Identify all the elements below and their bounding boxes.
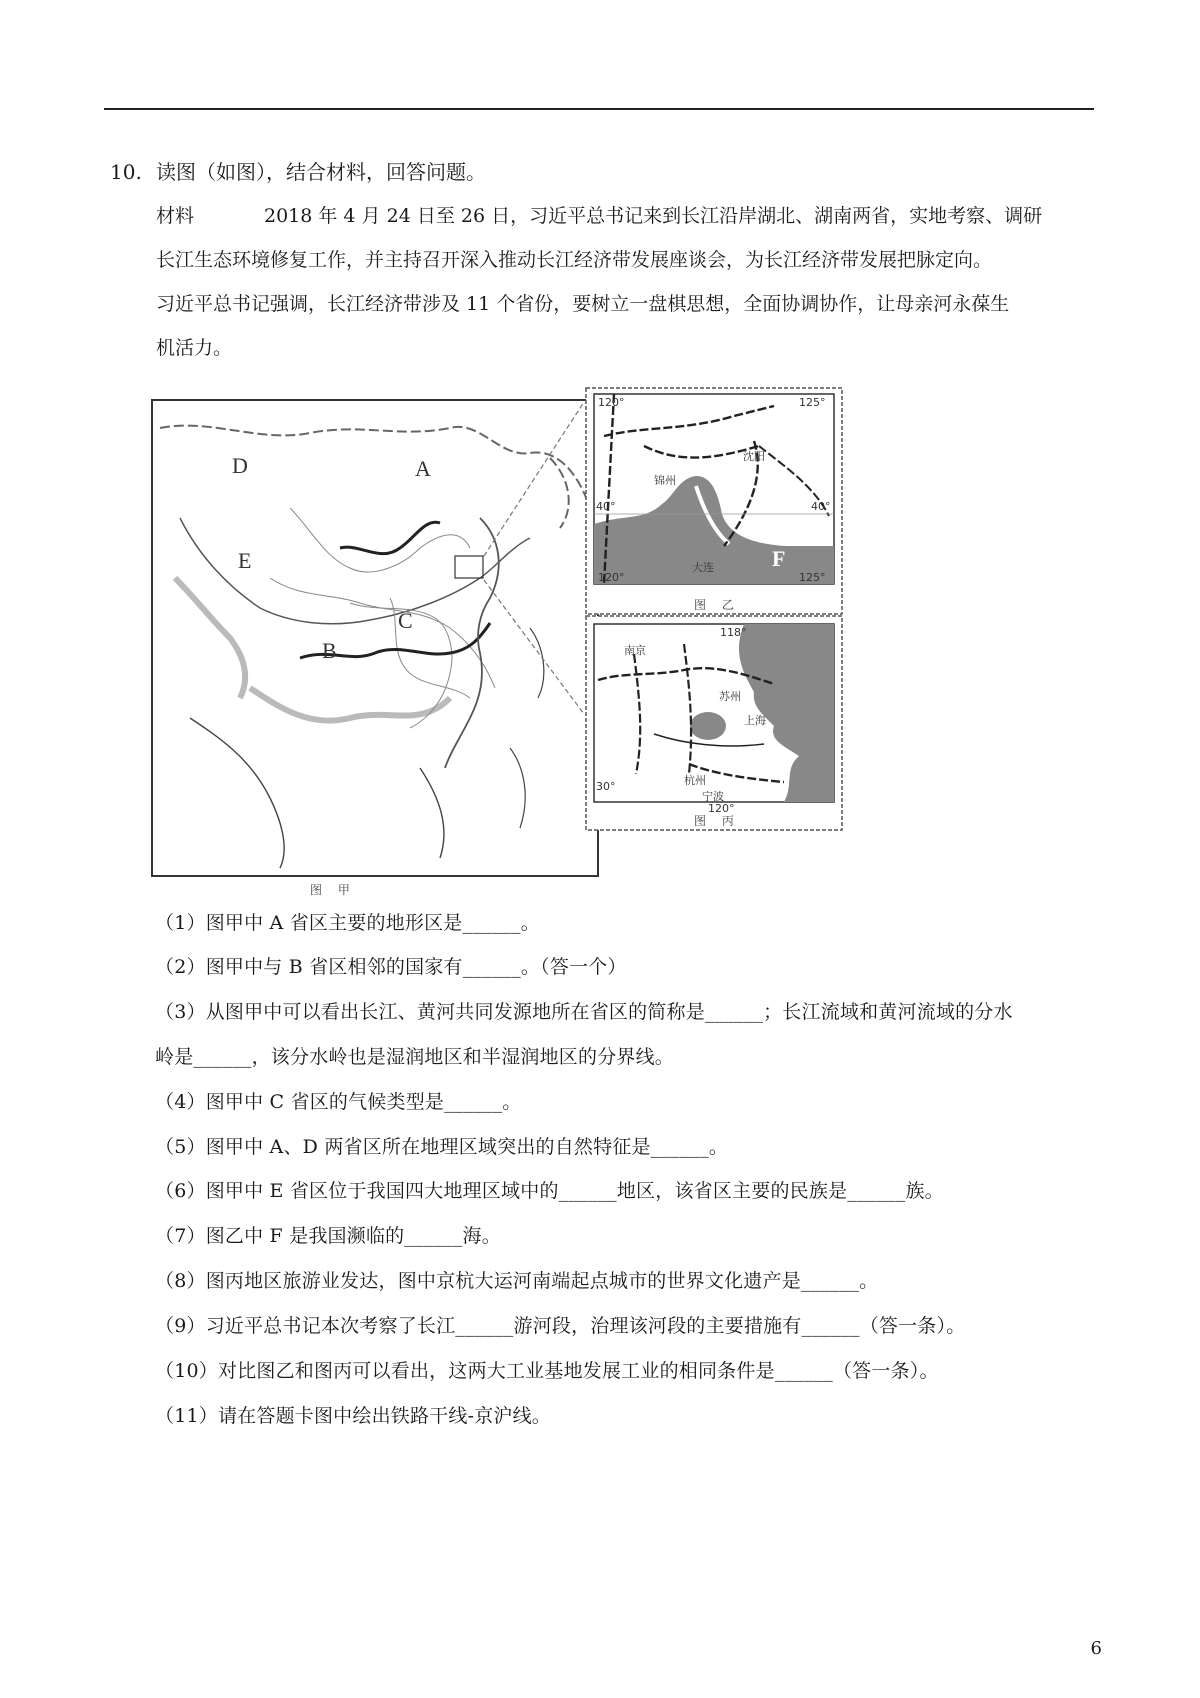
svg-text:120°: 120° xyxy=(598,571,625,584)
svg-text:40°: 40° xyxy=(811,500,831,513)
subquestion-3: （3）从图甲中可以看出长江、黄河共同发源地所在省区的简称是______；长江流域和黄河流域的分水 xyxy=(155,1001,1013,1023)
svg-text:沈阳: 沈阳 xyxy=(743,450,765,463)
subquestion-2: （2）图甲中与 B 省区相邻的国家有______。（答一个） xyxy=(155,956,627,978)
page-number: 6 xyxy=(1090,1638,1102,1659)
subquestion-3-cont: 岭是______，该分水岭也是湿润地区和半湿润地区的分界线。 xyxy=(155,1046,675,1068)
svg-text:宁波: 宁波 xyxy=(702,790,724,803)
map-jia-caption: 图 甲 xyxy=(310,883,356,897)
svg-text:118°: 118° xyxy=(720,626,747,639)
top-rule xyxy=(104,108,1094,110)
svg-text:杭州: 杭州 xyxy=(684,774,706,787)
question-prompt: 读图（如图），结合材料，回答问题。 xyxy=(156,160,486,184)
subquestion-7: （7）图乙中 F 是我国濒临的______海。 xyxy=(155,1225,501,1247)
svg-text:120°: 120° xyxy=(708,802,735,815)
map-jia-label-b: B xyxy=(322,638,337,663)
subquestion-5: （5）图甲中 A、D 两省区所在地理区域突出的自然特征是______。 xyxy=(155,1136,729,1158)
question-heading xyxy=(110,156,486,185)
question-number: 10. xyxy=(110,160,142,184)
svg-text:120°: 120° xyxy=(598,396,625,409)
svg-text:苏州: 苏州 xyxy=(719,690,741,703)
svg-text:锦州: 锦州 xyxy=(654,474,676,487)
svg-text:D: D xyxy=(232,453,248,478)
material-line-1: 材料 2018 年 4 月 24 日至 26 日，习近平总书记来到长江沿岸湖北、湖南两省，实地考察、调研 xyxy=(156,194,1106,238)
map-yi-caption: 图 乙 xyxy=(694,598,740,612)
svg-text:南京: 南京 xyxy=(624,644,646,657)
map-jia-label-a: A xyxy=(415,456,431,481)
svg-text:40°: 40° xyxy=(596,500,616,513)
subquestion-9: （9）习近平总书记本次考察了长江______游河段，治理该河段的主要措施有______（答一条）。 xyxy=(155,1315,966,1337)
subquestion-8: （8）图丙地区旅游业发达，图中京杭大运河南端起点城市的世界文化遗产是______。 xyxy=(155,1270,879,1292)
material-line-2: 长江生态环境修复工作，并主持召开深入推动长江经济带发展座谈会，为长江经济带发展把脉定向。 xyxy=(156,249,993,271)
svg-text:E: E xyxy=(238,548,252,573)
svg-text:125°: 125° xyxy=(799,396,826,409)
subquestion-6: （6）图甲中 E 省区位于我国四大地理区域中的______地区，该省区主要的民族是______族。 xyxy=(155,1180,944,1202)
material-label: 材料 xyxy=(156,205,195,227)
map-jia-label-c: C xyxy=(398,608,413,633)
map-yi xyxy=(584,386,844,616)
subquestion-4: （4）图甲中 C 省区的气候类型是______。 xyxy=(155,1091,522,1113)
map-bing-caption: 图 丙 xyxy=(694,814,740,828)
subquestion-1: （1）图甲中 A 省区主要的地形区是______。 xyxy=(155,912,540,934)
svg-text:大连: 大连 xyxy=(692,561,714,574)
svg-text:上海: 上海 xyxy=(744,714,766,727)
map-bing xyxy=(584,614,844,832)
material-line-3: 习近平总书记强调，长江经济带涉及 11 个省份，要树立一盘棋思想，全面协调协作，让母亲河永葆生 xyxy=(156,293,1010,315)
svg-text:30°: 30° xyxy=(596,780,616,793)
subquestion-10: （10）对比图乙和图丙可以看出，这两大工业基地发展工业的相同条件是______（答一条）。 xyxy=(155,1360,939,1382)
subquestion-11: （11）请在答题卡图中绘出铁路干线-京沪线。 xyxy=(155,1405,551,1427)
material-line-4: 机活力。 xyxy=(156,337,233,359)
connector-lines xyxy=(450,380,610,740)
svg-text:F: F xyxy=(772,546,786,571)
svg-text:125°: 125° xyxy=(799,571,826,584)
